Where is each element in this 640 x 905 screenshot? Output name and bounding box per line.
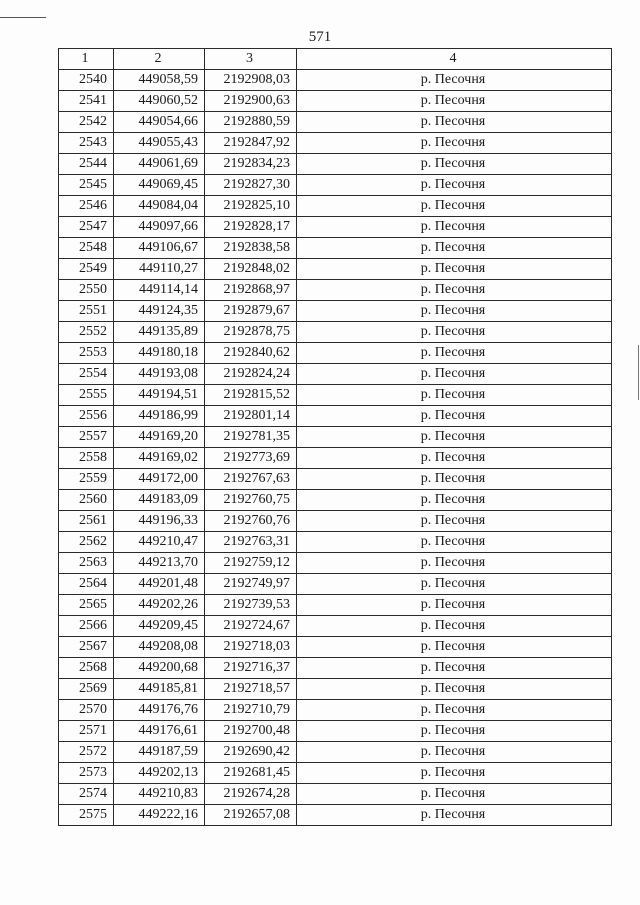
table-row [59,742,612,763]
table-row [59,406,612,427]
description-cell: р. Песочня [297,679,612,700]
point-number-cell: 2554 [59,364,114,385]
table-header-row [59,49,612,70]
table-row [59,784,612,805]
y-coordinate-cell: 2192868,97 [205,280,297,301]
x-coordinate-cell: 449061,69 [114,154,205,175]
point-number-cell: 2565 [59,595,114,616]
table-row [59,175,612,196]
point-number-cell: 2566 [59,616,114,637]
description-cell: р. Песочня [297,448,612,469]
x-coordinate-cell: 449209,45 [114,616,205,637]
y-coordinate-cell: 2192900,63 [205,91,297,112]
y-coordinate-cell: 2192824,24 [205,364,297,385]
y-coordinate-cell: 2192880,59 [205,112,297,133]
point-number-cell: 2540 [59,70,114,91]
y-coordinate-cell: 2192781,35 [205,427,297,448]
point-number-cell: 2574 [59,784,114,805]
table-row [59,490,612,511]
y-coordinate-cell: 2192878,75 [205,322,297,343]
y-coordinate-cell: 2192718,57 [205,679,297,700]
point-number-cell: 2555 [59,385,114,406]
point-number-cell: 2559 [59,469,114,490]
point-number-cell: 2573 [59,763,114,784]
x-coordinate-cell: 449213,70 [114,553,205,574]
description-cell: р. Песочня [297,616,612,637]
x-coordinate-cell: 449169,02 [114,448,205,469]
x-coordinate-cell: 449208,08 [114,637,205,658]
scan-edge-line [638,345,639,400]
x-coordinate-cell: 449187,59 [114,742,205,763]
y-coordinate-cell: 2192840,62 [205,343,297,364]
x-coordinate-cell: 449176,76 [114,700,205,721]
table-row [59,364,612,385]
description-cell: р. Песочня [297,721,612,742]
point-number-cell: 2568 [59,658,114,679]
table-row [59,553,612,574]
x-coordinate-cell: 449176,61 [114,721,205,742]
column-header: 2 [114,49,205,70]
table-row [59,217,612,238]
description-cell: р. Песочня [297,175,612,196]
table-row [59,133,612,154]
x-coordinate-cell: 449058,59 [114,70,205,91]
table-row [59,112,612,133]
description-cell: р. Песочня [297,637,612,658]
page-number: 571 [308,29,332,45]
point-number-cell: 2567 [59,637,114,658]
description-cell: р. Песочня [297,70,612,91]
description-cell: р. Песочня [297,742,612,763]
table-row [59,343,612,364]
description-cell: р. Песочня [297,280,612,301]
y-coordinate-cell: 2192763,31 [205,532,297,553]
point-number-cell: 2547 [59,217,114,238]
description-cell: р. Песочня [297,511,612,532]
description-cell: р. Песочня [297,406,612,427]
x-coordinate-cell: 449202,13 [114,763,205,784]
y-coordinate-cell: 2192825,10 [205,196,297,217]
y-coordinate-cell: 2192718,03 [205,637,297,658]
y-coordinate-cell: 2192908,03 [205,70,297,91]
description-cell: р. Песочня [297,532,612,553]
table-row [59,595,612,616]
table-row [59,511,612,532]
description-cell: р. Песочня [297,763,612,784]
table-row [59,280,612,301]
x-coordinate-cell: 449210,83 [114,784,205,805]
x-coordinate-cell: 449196,33 [114,511,205,532]
description-cell: р. Песочня [297,322,612,343]
table-row [59,91,612,112]
description-cell: р. Песочня [297,595,612,616]
table-row [59,637,612,658]
point-number-cell: 2553 [59,343,114,364]
x-coordinate-cell: 449172,00 [114,469,205,490]
point-number-cell: 2564 [59,574,114,595]
y-coordinate-cell: 2192815,52 [205,385,297,406]
table-row [59,427,612,448]
description-cell: р. Песочня [297,196,612,217]
point-number-cell: 2551 [59,301,114,322]
point-number-cell: 2552 [59,322,114,343]
x-coordinate-cell: 449202,26 [114,595,205,616]
description-cell: р. Песочня [297,154,612,175]
table-row [59,469,612,490]
y-coordinate-cell: 2192674,28 [205,784,297,805]
y-coordinate-cell: 2192724,67 [205,616,297,637]
x-coordinate-cell: 449183,09 [114,490,205,511]
point-number-cell: 2575 [59,805,114,826]
description-cell: р. Песочня [297,343,612,364]
x-coordinate-cell: 449110,27 [114,259,205,280]
x-coordinate-cell: 449084,04 [114,196,205,217]
point-number-cell: 2541 [59,91,114,112]
table-row [59,385,612,406]
description-cell: р. Песочня [297,700,612,721]
y-coordinate-cell: 2192657,08 [205,805,297,826]
y-coordinate-cell: 2192760,75 [205,490,297,511]
y-coordinate-cell: 2192847,92 [205,133,297,154]
description-cell: р. Песочня [297,784,612,805]
y-coordinate-cell: 2192848,02 [205,259,297,280]
point-number-cell: 2570 [59,700,114,721]
column-header: 3 [205,49,297,70]
table-row [59,301,612,322]
y-coordinate-cell: 2192700,48 [205,721,297,742]
table-row [59,805,612,826]
x-coordinate-cell: 449169,20 [114,427,205,448]
y-coordinate-cell: 2192716,37 [205,658,297,679]
description-cell: р. Песочня [297,805,612,826]
table-row [59,70,612,91]
table-row [59,322,612,343]
x-coordinate-cell: 449185,81 [114,679,205,700]
point-number-cell: 2562 [59,532,114,553]
table-row [59,574,612,595]
description-cell: р. Песочня [297,133,612,154]
description-cell: р. Песочня [297,385,612,406]
point-number-cell: 2546 [59,196,114,217]
y-coordinate-cell: 2192739,53 [205,595,297,616]
table-row [59,238,612,259]
x-coordinate-cell: 449193,08 [114,364,205,385]
x-coordinate-cell: 449069,45 [114,175,205,196]
description-cell: р. Песочня [297,427,612,448]
x-coordinate-cell: 449200,68 [114,658,205,679]
description-cell: р. Песочня [297,490,612,511]
table-row [59,763,612,784]
x-coordinate-cell: 449124,35 [114,301,205,322]
point-number-cell: 2550 [59,280,114,301]
point-number-cell: 2549 [59,259,114,280]
table-row [59,700,612,721]
column-header: 1 [59,49,114,70]
scan-edge-line [0,17,46,18]
description-cell: р. Песочня [297,91,612,112]
y-coordinate-cell: 2192690,42 [205,742,297,763]
table-row [59,196,612,217]
description-cell: р. Песочня [297,658,612,679]
y-coordinate-cell: 2192759,12 [205,553,297,574]
point-number-cell: 2571 [59,721,114,742]
x-coordinate-cell: 449060,52 [114,91,205,112]
x-coordinate-cell: 449106,67 [114,238,205,259]
y-coordinate-cell: 2192801,14 [205,406,297,427]
table-row [59,154,612,175]
coordinates-table [58,48,612,826]
description-cell: р. Песочня [297,301,612,322]
point-number-cell: 2569 [59,679,114,700]
point-number-cell: 2561 [59,511,114,532]
y-coordinate-cell: 2192828,17 [205,217,297,238]
description-cell: р. Песочня [297,574,612,595]
table-row [59,448,612,469]
table-row [59,616,612,637]
point-number-cell: 2548 [59,238,114,259]
description-cell: р. Песочня [297,112,612,133]
x-coordinate-cell: 449114,14 [114,280,205,301]
table-row [59,259,612,280]
column-header: 4 [297,49,612,70]
x-coordinate-cell: 449055,43 [114,133,205,154]
point-number-cell: 2556 [59,406,114,427]
x-coordinate-cell: 449135,89 [114,322,205,343]
x-coordinate-cell: 449186,99 [114,406,205,427]
y-coordinate-cell: 2192838,58 [205,238,297,259]
point-number-cell: 2558 [59,448,114,469]
y-coordinate-cell: 2192760,76 [205,511,297,532]
point-number-cell: 2557 [59,427,114,448]
description-cell: р. Песочня [297,259,612,280]
y-coordinate-cell: 2192749,97 [205,574,297,595]
description-cell: р. Песочня [297,553,612,574]
description-cell: р. Песочня [297,364,612,385]
point-number-cell: 2572 [59,742,114,763]
table-row [59,658,612,679]
point-number-cell: 2543 [59,133,114,154]
point-number-cell: 2563 [59,553,114,574]
y-coordinate-cell: 2192710,79 [205,700,297,721]
x-coordinate-cell: 449054,66 [114,112,205,133]
table-row [59,532,612,553]
x-coordinate-cell: 449194,51 [114,385,205,406]
y-coordinate-cell: 2192834,23 [205,154,297,175]
point-number-cell: 2545 [59,175,114,196]
description-cell: р. Песочня [297,469,612,490]
description-cell: р. Песочня [297,238,612,259]
x-coordinate-cell: 449222,16 [114,805,205,826]
x-coordinate-cell: 449180,18 [114,343,205,364]
point-number-cell: 2560 [59,490,114,511]
y-coordinate-cell: 2192681,45 [205,763,297,784]
point-number-cell: 2542 [59,112,114,133]
y-coordinate-cell: 2192827,30 [205,175,297,196]
x-coordinate-cell: 449210,47 [114,532,205,553]
x-coordinate-cell: 449097,66 [114,217,205,238]
table-row [59,721,612,742]
x-coordinate-cell: 449201,48 [114,574,205,595]
y-coordinate-cell: 2192773,69 [205,448,297,469]
point-number-cell: 2544 [59,154,114,175]
y-coordinate-cell: 2192767,63 [205,469,297,490]
description-cell: р. Песочня [297,217,612,238]
table-row [59,679,612,700]
y-coordinate-cell: 2192879,67 [205,301,297,322]
